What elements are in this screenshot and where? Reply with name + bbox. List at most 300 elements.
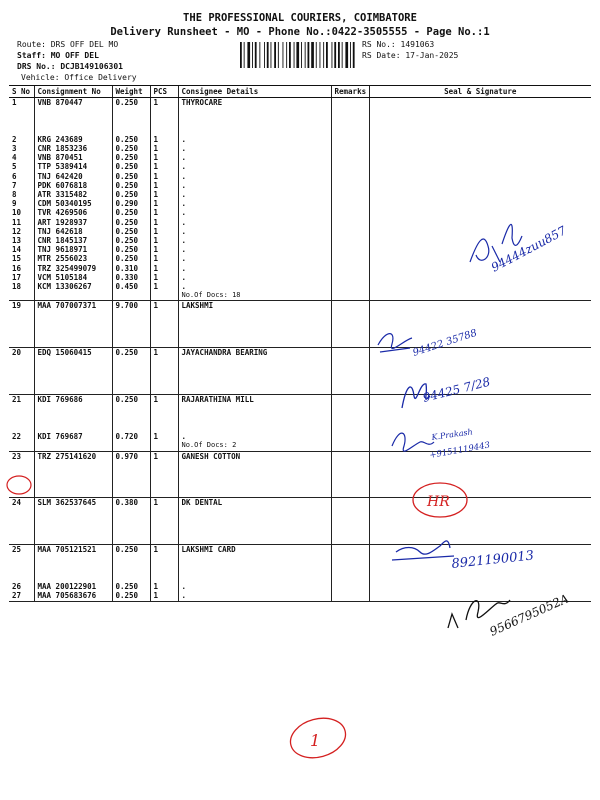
cell-consignment: KRG 243689 bbox=[34, 135, 112, 144]
cell-sno: 23 bbox=[12, 451, 22, 461]
cell-pcs: 1 bbox=[150, 432, 178, 441]
cell-consignment bbox=[34, 367, 112, 376]
cell-weight: 0.250 bbox=[112, 236, 150, 245]
cell-sno: 17 bbox=[12, 272, 22, 282]
cell-weight: 0.250 bbox=[112, 208, 150, 217]
table-row bbox=[9, 423, 591, 432]
cell-pcs: 1 bbox=[150, 282, 178, 291]
cell-details: . bbox=[178, 236, 331, 245]
cell-signature bbox=[369, 208, 591, 217]
cell-sno bbox=[9, 367, 34, 376]
cell-details bbox=[178, 573, 331, 582]
cell-details bbox=[178, 564, 331, 573]
cell-consignment: TRZ 275141620 bbox=[34, 451, 112, 461]
table-row bbox=[9, 582, 591, 591]
cell-remarks bbox=[331, 470, 369, 479]
col-consignment-header: Consignment No bbox=[34, 86, 112, 98]
cell-weight bbox=[112, 414, 150, 423]
cell-details bbox=[178, 338, 331, 348]
cell-signature bbox=[369, 338, 591, 348]
cell-consignment bbox=[34, 358, 112, 367]
cell-weight bbox=[112, 573, 150, 582]
table-row bbox=[9, 116, 591, 125]
cell-remarks bbox=[331, 582, 369, 591]
cell-pcs: 1 bbox=[150, 348, 178, 358]
cell-pcs bbox=[150, 320, 178, 329]
vehicle-info: Vehicle: Office Delivery bbox=[21, 73, 137, 82]
cell-signature bbox=[369, 470, 591, 479]
cell-consignment: ATR 3315482 bbox=[34, 190, 112, 199]
bottom-circle-mark bbox=[286, 712, 350, 763]
cell-pcs bbox=[150, 564, 178, 573]
cell-pcs bbox=[150, 338, 178, 348]
table-row bbox=[9, 181, 591, 190]
cell-weight: 0.250 bbox=[112, 591, 150, 601]
cell-pcs: 1 bbox=[150, 181, 178, 190]
cell-weight: 0.250 bbox=[112, 153, 150, 162]
table-row bbox=[9, 488, 591, 498]
cell-sno bbox=[9, 338, 34, 348]
cell-remarks bbox=[331, 441, 369, 451]
cell-weight bbox=[112, 461, 150, 470]
cell-remarks bbox=[331, 395, 369, 405]
cell-remarks bbox=[331, 144, 369, 153]
cell-pcs: 1 bbox=[150, 218, 178, 227]
cell-remarks bbox=[331, 508, 369, 517]
cell-consignment bbox=[34, 461, 112, 470]
cell-details: . bbox=[178, 582, 331, 591]
cell-remarks bbox=[331, 190, 369, 199]
hr-stamp-text: HR bbox=[427, 494, 450, 510]
cell-consignment bbox=[34, 573, 112, 582]
cell-signature bbox=[369, 564, 591, 573]
cell-weight bbox=[112, 564, 150, 573]
cell-signature bbox=[369, 358, 591, 367]
cell-remarks bbox=[331, 153, 369, 162]
cell-sno bbox=[9, 535, 34, 545]
cell-pcs: 1 bbox=[150, 144, 178, 153]
cell-pcs: 1 bbox=[150, 582, 178, 591]
cell-remarks bbox=[331, 338, 369, 348]
cell-details bbox=[178, 479, 331, 488]
cell-details: . bbox=[178, 273, 331, 282]
table-row bbox=[9, 526, 591, 535]
cell-details: . bbox=[178, 254, 331, 263]
route-info: Route: DRS OFF DEL MO bbox=[17, 40, 119, 49]
cell-consignment: MAA 200122901 bbox=[34, 582, 112, 591]
cell-details: . bbox=[178, 144, 331, 153]
cell-details: . bbox=[178, 199, 331, 208]
cell-weight bbox=[112, 526, 150, 535]
cell-signature bbox=[369, 348, 591, 358]
cell-remarks bbox=[331, 181, 369, 190]
table-row bbox=[9, 264, 591, 273]
cell-sno bbox=[9, 329, 34, 338]
cell-pcs bbox=[150, 116, 178, 125]
cell-sno bbox=[9, 291, 34, 301]
cell-details bbox=[178, 126, 331, 135]
cell-sno: 24 bbox=[12, 498, 22, 508]
table-row bbox=[9, 273, 591, 282]
cell-details: GANESH COTTON bbox=[178, 451, 331, 461]
cell-details: . bbox=[178, 135, 331, 144]
cell-weight bbox=[112, 479, 150, 488]
cell-weight: 0.250 bbox=[112, 348, 150, 358]
cell-sno bbox=[9, 488, 34, 498]
cell-consignment bbox=[34, 517, 112, 526]
cell-sno: 8 bbox=[12, 189, 17, 199]
cell-remarks bbox=[331, 367, 369, 376]
cell-sno bbox=[9, 311, 34, 320]
cell-sno bbox=[9, 107, 34, 116]
cell-remarks bbox=[331, 385, 369, 395]
cell-remarks bbox=[331, 461, 369, 470]
cell-sno: 18 bbox=[12, 282, 22, 292]
cell-pcs: 1 bbox=[150, 153, 178, 162]
table-row bbox=[9, 555, 591, 564]
cell-details: JAYACHANDRA BEARING bbox=[178, 348, 331, 358]
cell-remarks bbox=[331, 414, 369, 423]
cell-weight bbox=[112, 329, 150, 338]
cell-signature bbox=[369, 517, 591, 526]
cell-details bbox=[178, 535, 331, 545]
signature-4-text: +9151119443 bbox=[428, 440, 491, 461]
rs-number: RS No.: 1491063 bbox=[362, 40, 435, 49]
cell-details bbox=[178, 414, 331, 423]
cell-pcs bbox=[150, 414, 178, 423]
cell-pcs bbox=[150, 535, 178, 545]
cell-weight bbox=[112, 405, 150, 414]
cell-sno: 10 bbox=[12, 208, 22, 218]
cell-pcs: 1 bbox=[150, 245, 178, 254]
cell-consignment bbox=[34, 385, 112, 395]
table-row bbox=[9, 376, 591, 385]
cell-details bbox=[178, 423, 331, 432]
cell-signature bbox=[369, 508, 591, 517]
cell-details bbox=[178, 329, 331, 338]
cell-signature bbox=[369, 582, 591, 591]
cell-sno: 25 bbox=[12, 545, 22, 555]
cell-details bbox=[178, 107, 331, 116]
cell-weight bbox=[112, 320, 150, 329]
cell-weight: 0.250 bbox=[112, 218, 150, 227]
cell-remarks bbox=[331, 432, 369, 441]
cell-weight bbox=[112, 535, 150, 545]
cell-signature bbox=[369, 591, 591, 601]
cell-pcs bbox=[150, 555, 178, 564]
cell-remarks bbox=[331, 311, 369, 320]
cell-sno bbox=[9, 116, 34, 125]
cell-sno: 13 bbox=[12, 236, 22, 245]
cell-details bbox=[178, 358, 331, 367]
cell-remarks bbox=[331, 126, 369, 135]
cell-sno: 22 bbox=[12, 432, 22, 442]
cell-weight: 0.970 bbox=[112, 451, 150, 461]
table-row bbox=[9, 329, 591, 338]
cell-sno bbox=[9, 470, 34, 479]
cell-pcs: 1 bbox=[150, 451, 178, 461]
cell-remarks bbox=[331, 545, 369, 555]
cell-sno: 2 bbox=[12, 134, 17, 144]
cell-details: . bbox=[178, 245, 331, 254]
cell-signature bbox=[369, 172, 591, 181]
cell-remarks bbox=[331, 264, 369, 273]
cell-weight: 0.250 bbox=[112, 98, 150, 108]
cell-remarks bbox=[331, 348, 369, 358]
cell-pcs bbox=[150, 573, 178, 582]
cell-remarks bbox=[331, 423, 369, 432]
table-row bbox=[9, 98, 591, 108]
cell-consignment bbox=[34, 555, 112, 564]
table-header-row bbox=[9, 86, 591, 98]
cell-sno: 16 bbox=[12, 263, 22, 273]
cell-remarks bbox=[331, 301, 369, 311]
cell-remarks bbox=[331, 116, 369, 125]
cell-signature bbox=[369, 367, 591, 376]
cell-details: DK DENTAL bbox=[178, 498, 331, 508]
cell-sno: 27 bbox=[9, 591, 34, 601]
cell-weight bbox=[112, 555, 150, 564]
cell-remarks bbox=[331, 555, 369, 564]
cell-consignment bbox=[34, 535, 112, 545]
cell-signature bbox=[369, 526, 591, 535]
cell-pcs bbox=[150, 508, 178, 517]
cell-pcs bbox=[150, 291, 178, 301]
cell-sno: 12 bbox=[12, 226, 22, 236]
cell-pcs: 1 bbox=[150, 395, 178, 405]
cell-sno bbox=[9, 526, 34, 535]
cell-signature bbox=[369, 498, 591, 508]
cell-consignment: KDI 769687 bbox=[34, 432, 112, 441]
cell-pcs bbox=[150, 461, 178, 470]
table-row bbox=[9, 564, 591, 573]
cell-pcs: 1 bbox=[150, 545, 178, 555]
cell-weight: 0.290 bbox=[112, 199, 150, 208]
cell-signature bbox=[369, 432, 591, 441]
col-signature-header: Seal & Signature bbox=[369, 86, 591, 98]
col-pcs-header: PCS bbox=[150, 86, 178, 98]
cell-remarks bbox=[331, 498, 369, 508]
table-row bbox=[9, 320, 591, 329]
cell-pcs: 1 bbox=[150, 227, 178, 236]
cell-details: . bbox=[178, 162, 331, 171]
cell-details: . bbox=[178, 153, 331, 162]
cell-pcs bbox=[150, 423, 178, 432]
cell-sno bbox=[9, 573, 34, 582]
cell-sno bbox=[9, 441, 34, 451]
table-row bbox=[9, 498, 591, 508]
cell-signature bbox=[369, 573, 591, 582]
cell-consignment: TNJ 642618 bbox=[34, 227, 112, 236]
cell-details: RAJARATHINA MILL bbox=[178, 395, 331, 405]
cell-remarks bbox=[331, 535, 369, 545]
table-row bbox=[9, 414, 591, 423]
table-body bbox=[9, 98, 591, 602]
table-row bbox=[9, 573, 591, 582]
cell-details: . bbox=[178, 227, 331, 236]
cell-signature bbox=[369, 385, 591, 395]
cell-consignment bbox=[34, 441, 112, 451]
table-row bbox=[9, 470, 591, 479]
cell-sno: 4 bbox=[12, 153, 17, 163]
table-row bbox=[9, 254, 591, 263]
cell-weight bbox=[112, 311, 150, 320]
cell-remarks bbox=[331, 172, 369, 181]
signature-6-text: 8921190013 bbox=[450, 548, 535, 572]
table-row bbox=[9, 479, 591, 488]
cell-pcs bbox=[150, 311, 178, 320]
cell-sno bbox=[9, 564, 34, 573]
cell-pcs bbox=[150, 470, 178, 479]
cell-signature bbox=[369, 273, 591, 282]
cell-remarks bbox=[331, 218, 369, 227]
cell-signature bbox=[369, 329, 591, 338]
cell-details bbox=[178, 461, 331, 470]
cell-pcs bbox=[150, 517, 178, 526]
cell-remarks bbox=[331, 320, 369, 329]
cell-remarks bbox=[331, 526, 369, 535]
table-row bbox=[9, 199, 591, 208]
table-row bbox=[9, 535, 591, 545]
cell-weight bbox=[112, 517, 150, 526]
cell-weight: 9.700 bbox=[112, 301, 150, 311]
cell-remarks bbox=[331, 358, 369, 367]
cell-consignment bbox=[34, 329, 112, 338]
company-title: THE PROFESSIONAL COURIERS, COIMBATORE bbox=[183, 12, 417, 24]
cell-signature bbox=[369, 320, 591, 329]
cell-consignment: TNJ 642420 bbox=[34, 172, 112, 181]
cell-consignment bbox=[34, 126, 112, 135]
cell-signature bbox=[369, 254, 591, 263]
cell-consignment: TRZ 325499079 bbox=[34, 264, 112, 273]
cell-signature bbox=[369, 414, 591, 423]
table-row bbox=[9, 385, 591, 395]
table-row bbox=[9, 172, 591, 181]
cell-consignment bbox=[34, 479, 112, 488]
col-remarks-header: Remarks bbox=[331, 86, 369, 98]
cell-remarks bbox=[331, 291, 369, 301]
cell-weight: 0.250 bbox=[112, 245, 150, 254]
no-of-docs: No.Of Docs: 18 bbox=[178, 291, 331, 301]
table-row bbox=[9, 508, 591, 517]
cell-details bbox=[178, 320, 331, 329]
cell-pcs bbox=[150, 376, 178, 385]
cell-consignment: VNB 870447 bbox=[34, 98, 112, 108]
table-row bbox=[9, 591, 591, 601]
cell-sno: 1 bbox=[12, 98, 17, 107]
table-row bbox=[9, 144, 591, 153]
cell-consignment bbox=[34, 470, 112, 479]
cell-consignment bbox=[34, 488, 112, 498]
signature-7-text: 9566795052A bbox=[487, 591, 571, 639]
cell-sno bbox=[9, 320, 34, 329]
cell-details: . bbox=[178, 181, 331, 190]
cell-pcs: 1 bbox=[150, 273, 178, 282]
cell-consignment: VCM 5105184 bbox=[34, 273, 112, 282]
cell-consignment: TNJ 9618971 bbox=[34, 245, 112, 254]
table-row bbox=[9, 517, 591, 526]
cell-signature bbox=[369, 245, 591, 254]
table-row bbox=[9, 227, 591, 236]
cell-sno: 26 bbox=[12, 582, 22, 592]
table-row bbox=[9, 301, 591, 311]
cell-signature bbox=[369, 311, 591, 320]
cell-consignment: MAA 705121521 bbox=[34, 545, 112, 555]
cell-consignment: KCM 13306267 bbox=[34, 282, 112, 291]
table-row bbox=[9, 245, 591, 254]
cell-pcs: 1 bbox=[150, 264, 178, 273]
table-row bbox=[9, 190, 591, 199]
cell-pcs: 1 bbox=[150, 162, 178, 171]
cell-weight bbox=[112, 470, 150, 479]
cell-weight: 0.330 bbox=[112, 273, 150, 282]
cell-details bbox=[178, 367, 331, 376]
cell-details bbox=[178, 376, 331, 385]
cell-pcs bbox=[150, 526, 178, 535]
cell-consignment: TTP 5389414 bbox=[34, 162, 112, 171]
cell-details bbox=[178, 405, 331, 414]
cell-remarks bbox=[331, 162, 369, 171]
cell-consignment: EDQ 15060415 bbox=[34, 348, 112, 358]
cell-pcs: 1 bbox=[150, 172, 178, 181]
table-row bbox=[9, 236, 591, 245]
table-row bbox=[9, 153, 591, 162]
cell-sno: 15 bbox=[12, 254, 22, 264]
cell-consignment bbox=[34, 423, 112, 432]
cell-weight: 0.250 bbox=[112, 181, 150, 190]
cell-sno: 19 bbox=[12, 301, 22, 311]
cell-sno: 3 bbox=[12, 143, 17, 153]
cell-consignment: MAA 705683676 bbox=[34, 591, 112, 601]
cell-pcs bbox=[150, 107, 178, 116]
cell-pcs bbox=[150, 329, 178, 338]
cell-signature bbox=[369, 555, 591, 564]
cell-consignment bbox=[34, 414, 112, 423]
cell-signature bbox=[369, 199, 591, 208]
cell-sno bbox=[9, 508, 34, 517]
runsheet-barcode bbox=[240, 42, 355, 68]
cell-remarks bbox=[331, 107, 369, 116]
cell-details bbox=[178, 385, 331, 395]
cell-remarks bbox=[331, 488, 369, 498]
cell-consignment bbox=[34, 311, 112, 320]
cell-remarks bbox=[331, 329, 369, 338]
cell-consignment bbox=[34, 291, 112, 301]
cell-weight: 0.250 bbox=[112, 545, 150, 555]
cell-weight bbox=[112, 376, 150, 385]
table-row bbox=[9, 311, 591, 320]
cell-pcs bbox=[150, 385, 178, 395]
cell-signature bbox=[369, 98, 591, 108]
cell-weight bbox=[112, 367, 150, 376]
cell-details: . bbox=[178, 264, 331, 273]
cell-consignment bbox=[34, 376, 112, 385]
cell-details bbox=[178, 508, 331, 517]
staff-info: Staff: MO OFF DEL bbox=[17, 51, 99, 60]
cell-sno: 5 bbox=[12, 162, 17, 172]
cell-pcs: 1 bbox=[150, 98, 178, 108]
table-row bbox=[9, 461, 591, 470]
cell-consignment bbox=[34, 405, 112, 414]
cell-pcs: 1 bbox=[150, 236, 178, 245]
cell-consignment: MTR 2556023 bbox=[34, 254, 112, 263]
cell-consignment: MAA 707007371 bbox=[34, 301, 112, 311]
table-row bbox=[9, 432, 591, 441]
cell-sno bbox=[9, 358, 34, 367]
cell-signature bbox=[369, 227, 591, 236]
cell-remarks bbox=[331, 282, 369, 291]
cell-signature bbox=[369, 218, 591, 227]
